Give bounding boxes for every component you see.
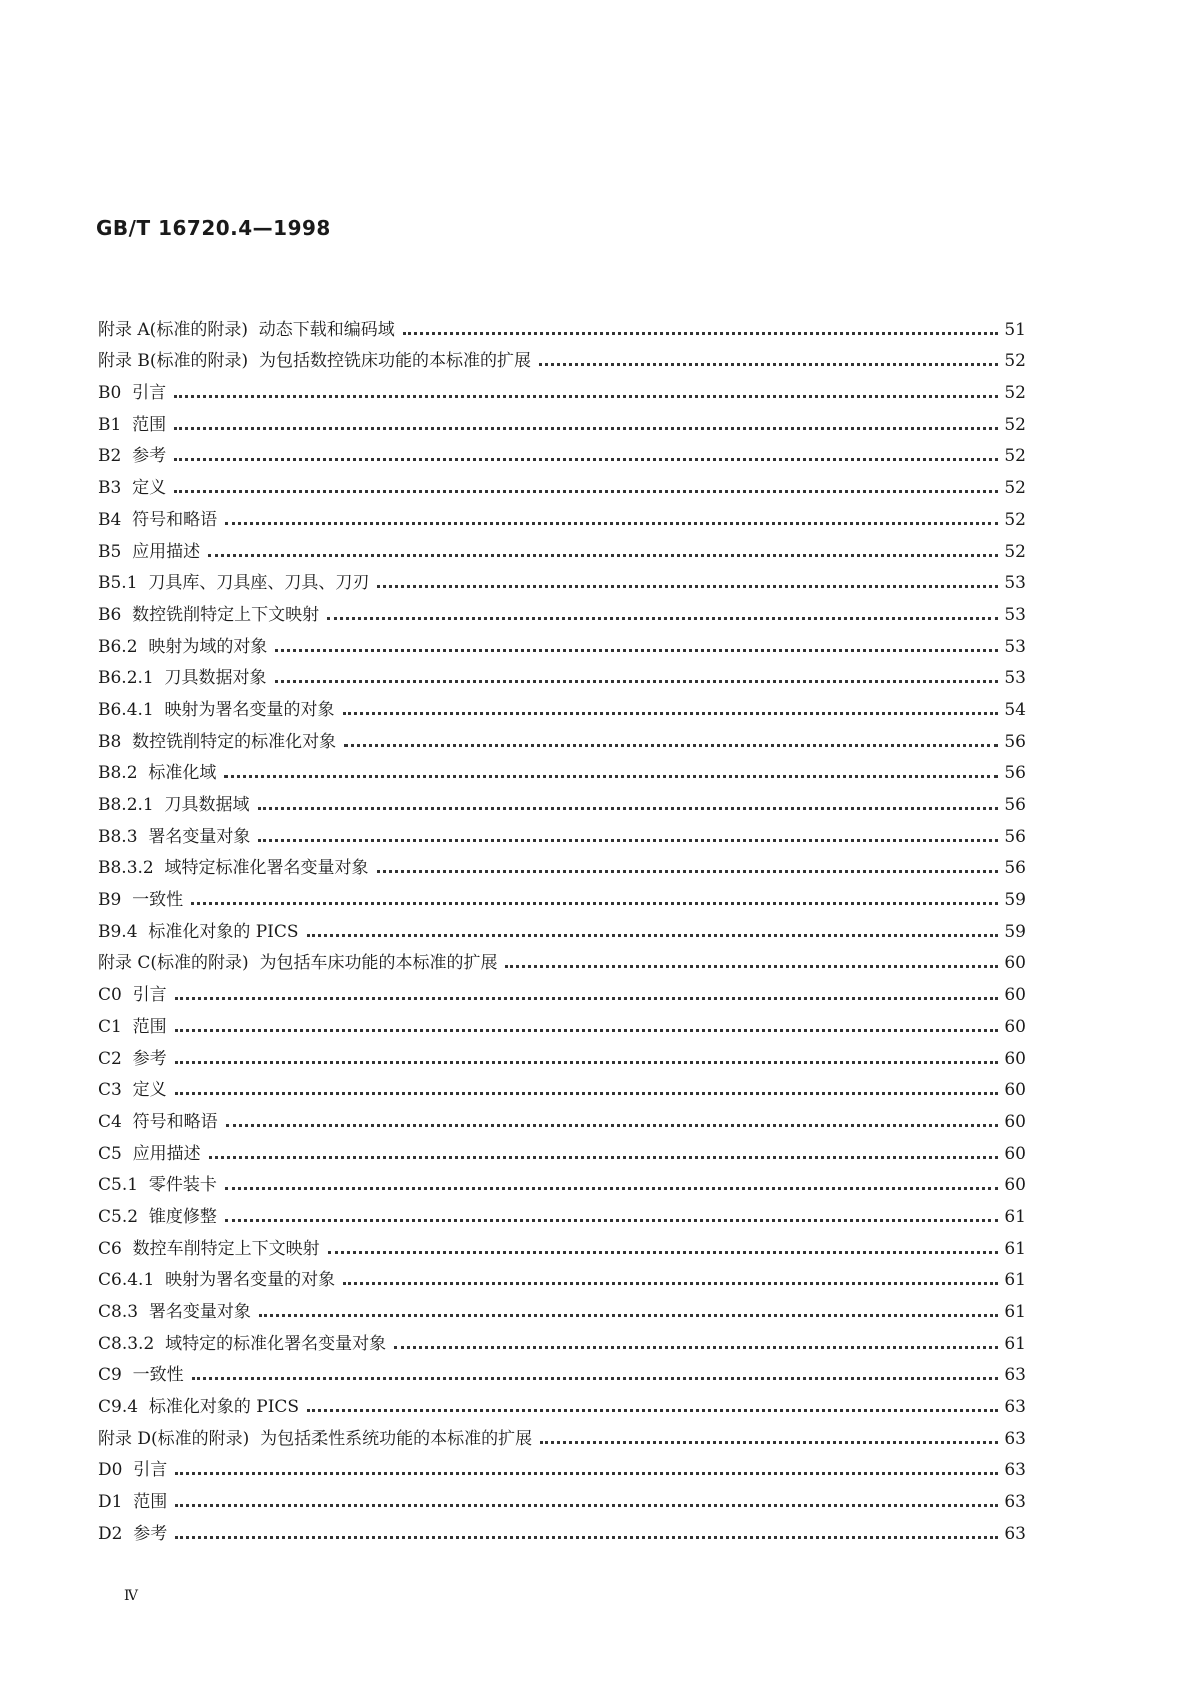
toc-dot-leader <box>275 649 998 652</box>
toc-entry <box>98 1259 1026 1291</box>
toc-entry <box>98 1069 1026 1101</box>
toc-dot-leader <box>174 427 998 430</box>
toc-entry <box>98 1100 1026 1132</box>
toc-entry-page: 63 <box>1004 1460 1026 1481</box>
toc-entry-title: C8.3 署名变量对象 <box>98 1302 251 1322</box>
toc-entry-title: B4 符号和略语 <box>98 509 218 530</box>
toc-entry <box>98 1385 1026 1417</box>
toc-dot-leader <box>174 490 998 493</box>
toc-entry-page: 60 <box>1004 1111 1026 1132</box>
toc-entry-title: B8.3.2 域特定标准化署名变量对象 <box>98 858 369 879</box>
toc-entry-page: 53 <box>1004 636 1026 657</box>
toc-entry-page: 60 <box>1004 953 1026 974</box>
toc-entry <box>98 720 1026 752</box>
toc-entry-page: 61 <box>1004 1333 1026 1354</box>
toc-entry <box>98 562 1026 594</box>
toc-dot-leader <box>344 744 998 747</box>
toc-entry-page: 52 <box>1004 383 1026 404</box>
toc-entry <box>98 1227 1026 1259</box>
toc-entry <box>98 435 1026 467</box>
toc-dot-leader <box>377 870 998 873</box>
toc-dot-leader <box>539 363 998 366</box>
toc-entry-page: 60 <box>1004 1143 1026 1164</box>
toc-entry-page: 60 <box>1004 1048 1026 1069</box>
toc-entry-page: 52 <box>1004 351 1026 372</box>
toc-entry-title: B3 定义 <box>98 478 167 499</box>
table-of-contents <box>98 308 1026 1544</box>
toc-entry-title: B0 引言 <box>98 383 167 404</box>
toc-dot-leader <box>174 458 998 461</box>
toc-entry <box>98 1480 1026 1512</box>
toc-entry-title: C2 参考 <box>98 1048 167 1069</box>
toc-dot-leader <box>191 902 998 905</box>
toc-entry <box>98 1195 1026 1227</box>
toc-dot-leader <box>327 617 998 620</box>
toc-entry <box>98 657 1026 689</box>
toc-entry-page: 53 <box>1004 604 1026 625</box>
toc-entry-title: C9.4 标准化对象的 PICS <box>98 1397 300 1418</box>
toc-entry-page: 53 <box>1004 573 1026 594</box>
toc-dot-leader <box>505 965 998 968</box>
toc-dot-leader <box>209 1156 998 1159</box>
toc-entry-page: 52 <box>1004 446 1026 467</box>
toc-entry-title: D0 引言 <box>98 1460 168 1481</box>
toc-entry <box>98 308 1026 340</box>
toc-entry-title: B1 范围 <box>98 414 167 435</box>
toc-entry-title: B6.4.1 映射为署名变量的对象 <box>98 699 335 720</box>
toc-entry <box>98 910 1026 942</box>
toc-entry-title: C4 符号和略语 <box>98 1111 218 1132</box>
toc-entry-page: 61 <box>1004 1238 1026 1259</box>
toc-entry <box>98 625 1026 657</box>
toc-entry-title: C1 范围 <box>98 1016 167 1037</box>
toc-entry-page: 63 <box>1004 1492 1026 1513</box>
toc-dot-leader <box>377 585 998 588</box>
toc-dot-leader <box>175 997 998 1000</box>
toc-entry <box>98 403 1026 435</box>
toc-entry <box>98 942 1026 974</box>
toc-entry-title: 附录 A(标准的附录) 动态下载和编码域 <box>98 319 395 340</box>
toc-entry-title: C0 引言 <box>98 985 167 1006</box>
toc-dot-leader <box>224 775 998 778</box>
toc-entry-page: 56 <box>1004 795 1026 815</box>
toc-entry-title: C9 一致性 <box>98 1365 184 1386</box>
toc-dot-leader <box>343 1282 998 1285</box>
toc-dot-leader <box>175 1472 998 1475</box>
toc-entry <box>98 1290 1026 1322</box>
toc-entry-title: B8.3 署名变量对象 <box>98 826 251 847</box>
toc-entry-title: B2 参考 <box>98 446 167 467</box>
toc-dot-leader <box>403 332 998 335</box>
toc-entry-title: B6 数控铣削特定上下文映射 <box>98 604 320 625</box>
toc-entry-title: C8.3.2 域特定的标准化署名变量对象 <box>98 1333 387 1354</box>
toc-dot-leader <box>225 1219 998 1222</box>
toc-entry-page: 63 <box>1004 1365 1026 1386</box>
toc-entry-page: 53 <box>1004 668 1026 689</box>
toc-dot-leader <box>226 1124 998 1127</box>
toc-entry-page: 52 <box>1004 541 1026 562</box>
toc-dot-leader <box>175 1504 998 1507</box>
toc-entry-title: C6.4.1 映射为署名变量的对象 <box>98 1270 336 1291</box>
toc-entry-page: 59 <box>1004 921 1026 942</box>
toc-entry-page: 60 <box>1004 985 1026 1006</box>
toc-entry <box>98 1164 1026 1196</box>
toc-entry-title: 附录 D(标准的附录) 为包括柔性系统功能的本标准的扩展 <box>98 1428 533 1449</box>
toc-entry-page: 52 <box>1004 478 1026 499</box>
toc-dot-leader <box>307 1409 998 1412</box>
toc-entry <box>98 1322 1026 1354</box>
toc-dot-leader <box>192 1377 998 1380</box>
toc-entry-page: 56 <box>1004 763 1026 784</box>
toc-entry-title: B8.2.1 刀具数据域 <box>98 795 250 815</box>
toc-entry-page: 61 <box>1004 1270 1026 1291</box>
toc-dot-leader <box>208 554 998 557</box>
toc-entry <box>98 371 1026 403</box>
document-standard-code: GB/T 16720.4—1998 <box>96 216 331 240</box>
toc-entry <box>98 752 1026 784</box>
toc-entry <box>98 340 1026 372</box>
toc-entry <box>98 1449 1026 1481</box>
toc-entry-page: 60 <box>1004 1016 1026 1037</box>
toc-entry <box>98 878 1026 910</box>
toc-entry-title: D2 参考 <box>98 1523 168 1544</box>
toc-entry-title: D1 范围 <box>98 1492 168 1513</box>
toc-entry <box>98 688 1026 720</box>
toc-entry-title: B8 数控铣削特定的标准化对象 <box>98 731 337 752</box>
toc-entry-page: 60 <box>1004 1080 1026 1101</box>
toc-dot-leader <box>328 1251 998 1254</box>
toc-entry <box>98 593 1026 625</box>
toc-dot-leader <box>540 1441 998 1444</box>
toc-entry-page: 56 <box>1004 826 1026 847</box>
toc-entry-title: C5.2 锥度修整 <box>98 1206 217 1227</box>
toc-dot-leader <box>343 712 998 715</box>
toc-entry <box>98 466 1026 498</box>
toc-dot-leader <box>175 1092 998 1095</box>
toc-entry <box>98 530 1026 562</box>
toc-dot-leader <box>225 522 998 525</box>
toc-dot-leader <box>225 1187 998 1190</box>
toc-entry-title: C5 应用描述 <box>98 1143 201 1164</box>
toc-dot-leader <box>307 934 998 937</box>
toc-entry-title: B5 应用描述 <box>98 541 201 562</box>
toc-dot-leader <box>175 1536 998 1539</box>
toc-dot-leader <box>174 395 998 398</box>
toc-entry-page: 63 <box>1004 1428 1026 1449</box>
toc-dot-leader <box>175 1061 998 1064</box>
toc-entry-page: 59 <box>1004 890 1026 911</box>
toc-entry-title: 附录 B(标准的附录) 为包括数控铣床功能的本标准的扩展 <box>98 351 531 372</box>
toc-entry-page: 61 <box>1004 1302 1026 1322</box>
toc-entry-title: 附录 C(标准的附录) 为包括车床功能的本标准的扩展 <box>98 953 498 974</box>
toc-entry-page: 52 <box>1004 509 1026 530</box>
toc-entry-title: B6.2.1 刀具数据对象 <box>98 668 267 689</box>
toc-entry-page: 63 <box>1004 1523 1026 1544</box>
toc-entry-title: B9 一致性 <box>98 890 184 911</box>
toc-entry-title: B8.2 标准化域 <box>98 763 217 784</box>
toc-entry <box>98 973 1026 1005</box>
toc-dot-leader <box>259 1314 998 1317</box>
toc-entry <box>98 1512 1026 1544</box>
toc-entry-page: 63 <box>1004 1397 1026 1418</box>
toc-entry-title: B6.2 映射为域的对象 <box>98 636 268 657</box>
toc-entry-title: C3 定义 <box>98 1080 167 1101</box>
toc-entry <box>98 847 1026 879</box>
toc-entry-title: C6 数控车削特定上下文映射 <box>98 1238 320 1259</box>
toc-entry <box>98 498 1026 530</box>
toc-entry <box>98 1037 1026 1069</box>
toc-dot-leader <box>258 839 998 842</box>
toc-entry-title: B9.4 标准化对象的 PICS <box>98 921 299 942</box>
toc-dot-leader <box>258 807 998 810</box>
toc-entry-title: C5.1 零件装卡 <box>98 1175 217 1196</box>
toc-entry <box>98 815 1026 847</box>
toc-entry <box>98 1132 1026 1164</box>
toc-dot-leader <box>175 1029 998 1032</box>
toc-entry <box>98 1005 1026 1037</box>
toc-entry-title: B5.1 刀具库、刀具座、刀具、刀刃 <box>98 573 370 594</box>
toc-entry-page: 56 <box>1004 731 1026 752</box>
toc-dot-leader <box>275 680 998 683</box>
toc-entry-page: 54 <box>1004 699 1026 720</box>
toc-entry-page: 60 <box>1004 1175 1026 1196</box>
toc-entry <box>98 1417 1026 1449</box>
toc-entry-page: 52 <box>1004 414 1026 435</box>
toc-entry-page: 56 <box>1004 858 1026 879</box>
toc-entry <box>98 783 1026 815</box>
toc-entry <box>98 1354 1026 1386</box>
toc-dot-leader <box>394 1346 998 1349</box>
page-number: Ⅳ <box>124 1588 138 1604</box>
toc-entry-page: 61 <box>1004 1206 1026 1227</box>
toc-entry-page: 51 <box>1004 319 1026 340</box>
